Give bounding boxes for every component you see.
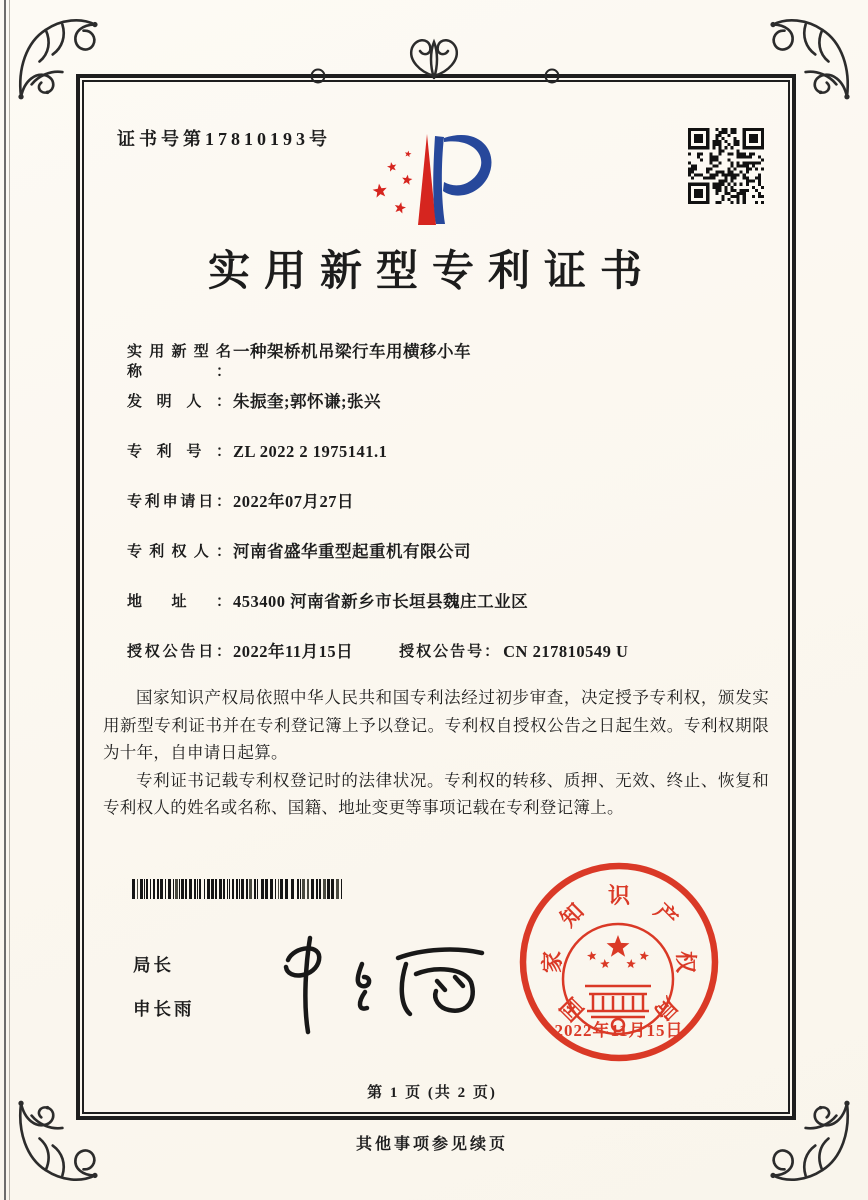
svg-text:局: 局 xyxy=(649,992,683,1026)
scan-edge-line-2 xyxy=(9,0,10,1200)
svg-text:家: 家 xyxy=(540,950,565,974)
field-label: 地址： xyxy=(127,594,231,610)
logo-stars-icon xyxy=(373,151,413,214)
field-value: 一种架桥机吊梁行车用横移小车 xyxy=(233,342,471,361)
certificate-body xyxy=(103,684,769,822)
field-row-patent-no xyxy=(127,442,767,492)
official-seal xyxy=(507,850,731,1074)
official-name: 申长雨 xyxy=(133,999,195,1019)
logo-p-stem xyxy=(433,136,445,224)
field-value: 2022年07月27日 xyxy=(233,492,354,511)
grant-no-label: 授权公告号： xyxy=(399,644,502,660)
grant-date-label: 授权公告日： xyxy=(127,644,231,660)
field-label: 专利权人： xyxy=(127,544,231,560)
certificate-number: 证书号第17810193号 xyxy=(117,129,331,149)
field-label: 专利号： xyxy=(127,444,231,460)
field-list xyxy=(127,342,767,692)
field-row-filing-date xyxy=(127,492,767,542)
field-value: 453400 河南省新乡市长垣县魏庄工业区 xyxy=(233,592,529,611)
grant-date-value: 2022年11月15日 xyxy=(233,642,354,661)
signature xyxy=(258,928,493,1040)
scan-edge-line xyxy=(4,0,6,1200)
seal-ring-text xyxy=(540,883,698,1026)
page-number: 第 1 页 (共 2 页) xyxy=(367,1085,497,1101)
svg-text:识: 识 xyxy=(607,883,631,908)
field-row-patentee xyxy=(127,542,767,592)
field-value: 河南省盛华重型起重机有限公司 xyxy=(233,542,471,561)
officials-block xyxy=(133,952,195,1021)
field-row-inventors xyxy=(127,392,767,442)
national-emblem-icon xyxy=(563,924,673,1034)
body-paragraph-1: 国家知识产权局依照中华人民共和国专利法经过初步审查，决定授予专利权，颁发实用新型专利证书并在专利登记簿上予以登记。专利权自授权公告之日起生效。专利权期限为十年，自申请日起算。 xyxy=(103,688,769,762)
grant-no-value: CN 217810549 U xyxy=(503,642,629,661)
svg-text:知: 知 xyxy=(555,898,589,932)
field-row-address xyxy=(127,592,767,642)
barcode xyxy=(132,879,348,899)
continuation-note: 其他事项参见续页 xyxy=(355,1136,508,1153)
certificate-title: 实用新型专利证书 xyxy=(207,249,656,295)
svg-text:产: 产 xyxy=(649,898,683,932)
field-label: 发明人： xyxy=(127,394,231,410)
svg-text:权: 权 xyxy=(673,950,698,974)
field-value: 朱振奎;郭怀谦;张兴 xyxy=(233,392,381,411)
field-label: 专利申请日： xyxy=(127,494,231,510)
barcode-gap xyxy=(342,879,344,899)
field-row-name xyxy=(127,342,767,392)
field-label: 实用新型名称： xyxy=(127,344,231,380)
official-title: 局长 xyxy=(133,955,174,975)
cnipa-logo xyxy=(370,128,500,228)
qr-code xyxy=(688,128,764,204)
body-paragraph-2: 专利证书记载专利权登记时的法律状况。专利权的转移、质押、无效、终止、恢复和专利权人的姓名或名称、国籍、地址变更等事项记载在专利登记簿上。 xyxy=(103,770,769,817)
seal-date: 2022年11月15日 xyxy=(554,1021,684,1040)
top-center-flourish xyxy=(411,40,457,78)
svg-text:国: 国 xyxy=(555,992,589,1026)
field-value: ZL 2022 2 1975141.1 xyxy=(233,442,388,461)
logo-p-bowl xyxy=(443,135,491,196)
